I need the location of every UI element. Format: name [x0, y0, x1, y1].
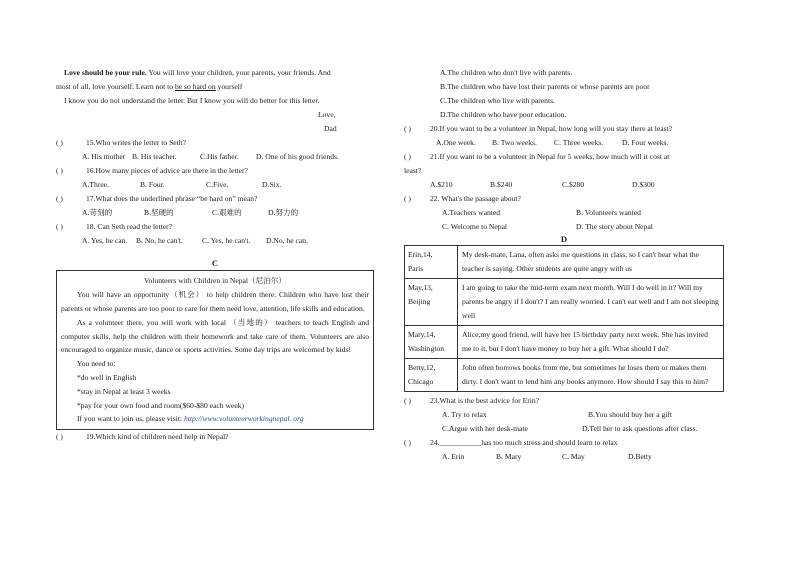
letter-line-2 [56, 80, 374, 94]
option-b[interactable]: B. Mary [496, 452, 522, 462]
option-c[interactable]: C.$280 [562, 180, 585, 189]
passage-c-item: *stay in Nepal at least 3 weeks [77, 386, 171, 396]
option-c[interactable]: C.Argue with her desk-mate [442, 424, 528, 434]
question-17 [56, 192, 374, 206]
table-row [405, 246, 724, 279]
message-cell: John often borrows books from me, but sometimes he loses them or makes them dirty. I don't want to lend him any books anymore. How should I say this to him? [458, 359, 724, 392]
option-d[interactable]: D.$300 [632, 180, 655, 189]
question-text: 24.___________has too much stress and should learn to relax [430, 438, 618, 448]
option-c[interactable]: C.Five. [206, 180, 229, 189]
option-a[interactable]: A. Yes, he can. [82, 236, 128, 245]
options-16 [56, 178, 374, 192]
option-a[interactable]: A.苛刻的 [82, 208, 113, 217]
person-city: Beijing [408, 297, 431, 307]
option-b[interactable]: B. His teacher. [132, 152, 177, 161]
answer-blank[interactable]: ( ) [404, 438, 411, 448]
option-d[interactable]: D.努力的 [268, 208, 299, 217]
option-a[interactable]: A.The children who don't live with parents. [440, 68, 573, 77]
signature-dad: Dad [324, 124, 337, 133]
person-name: Betty,12, [408, 363, 436, 373]
option-a[interactable]: A.Three. [82, 180, 109, 189]
letter-line-1 [56, 66, 374, 80]
question-20 [404, 122, 724, 136]
option-a[interactable]: A.$210 [430, 180, 453, 189]
person-name: May,13, [408, 283, 433, 293]
passage-c-para-1: You will have an opportunity（机会） to help children there. Children who have lost their parents or whose parents are too poor to care for them need love, attention, life skills and education. [61, 290, 369, 313]
options-15 [56, 150, 374, 164]
option-a[interactable]: A. Erin [442, 452, 465, 462]
volunteer-link[interactable]: http://www.volunteerworkingnepal. org [183, 414, 304, 424]
options-23-ab [404, 408, 724, 422]
question-21 [404, 150, 724, 164]
option-d[interactable]: D.No, he can. [266, 236, 308, 245]
question-15 [56, 136, 374, 150]
name-cell [405, 359, 458, 392]
options-23-cd [404, 422, 724, 436]
option-c[interactable]: C. Three weeks. [554, 138, 604, 147]
passage-c-join: If you want to join us, please visit: [77, 414, 183, 424]
letter-text: You will love your children, your parents, your friends. And [146, 68, 331, 77]
question-text: 17.What does the underlined phrase “be hard on” mean? [86, 194, 258, 203]
person-city: Paris [408, 264, 424, 274]
table-row [405, 359, 724, 392]
question-text: 16.How many pieces of advice are there in the letter? [86, 166, 248, 175]
answer-blank[interactable]: ( ) [56, 432, 63, 442]
option-b[interactable]: B.You should buy her a gift [588, 410, 673, 420]
passage-c-item: *pay for your own food and room($60-$80 each week) [77, 400, 245, 410]
section-c-heading: C [211, 258, 219, 268]
option-c[interactable]: C.艰难的 [212, 208, 242, 217]
left-column [56, 66, 374, 444]
option-a[interactable]: A.Teachers wanted [442, 208, 501, 217]
answer-blank[interactable]: ( ) [56, 194, 63, 203]
option-c[interactable]: C. Welcome to Nepal [442, 222, 508, 231]
options-21 [404, 178, 724, 192]
question-19 [56, 430, 374, 444]
right-column [404, 66, 724, 464]
option-d[interactable]: D.Six. [262, 180, 282, 189]
options-18 [56, 234, 374, 248]
answer-blank[interactable]: ( ) [56, 166, 63, 175]
question-18 [56, 220, 374, 234]
table-row [405, 326, 724, 359]
option-d[interactable]: D.Betty [628, 452, 652, 462]
option-b[interactable]: B. Four. [140, 180, 165, 189]
person-name: Mary,14, [408, 330, 436, 340]
letter-text: most of all, love yourself. Learn not to [56, 82, 175, 91]
message-cell: My desk-mate, Lana, often asks me questions in class, so I can't hear what the teacher is saying. Other students are quite angry with us [458, 246, 724, 279]
answer-blank[interactable]: ( ) [56, 138, 63, 147]
question-24 [404, 436, 724, 450]
letter-text: yourself [215, 82, 243, 91]
option-b[interactable]: B.坚硬的 [144, 208, 174, 217]
answer-blank[interactable]: ( ) [404, 396, 411, 406]
signature-love: Love, [318, 110, 336, 119]
question-22 [404, 192, 724, 206]
person-city: Washington [408, 344, 445, 354]
name-cell [405, 246, 458, 279]
question-text: 21.If you want to be a volunteer in Nepal for 5 weeks, how much will it cost at [430, 152, 670, 161]
question-text: 23.What is the best advice for Erin? [430, 396, 540, 406]
message-cell: Alice,my good friend, will have her 15 birthday party next week. She has invited me to it, but I don't have money to buy her a gift. What should I do? [458, 326, 724, 359]
name-cell [405, 326, 458, 359]
option-a[interactable]: A. Try to relax [442, 410, 487, 420]
question-16 [56, 164, 374, 178]
question-text: 19.Which kind of children need help in Nepal? [86, 432, 229, 442]
option-a[interactable]: A.One week. [436, 138, 476, 147]
options-24 [404, 450, 724, 464]
question-text: 18. Can Seth read the letter? [86, 222, 173, 231]
option-d[interactable]: D. One of his good friends. [256, 152, 339, 161]
option-b[interactable]: B. No, he can't. [136, 236, 183, 245]
options-20 [404, 136, 724, 150]
option-b[interactable]: B.$240 [490, 180, 513, 189]
option-c[interactable]: C.His father. [200, 152, 239, 161]
option-b[interactable]: B. Volunteers wanted [576, 208, 641, 217]
option-b[interactable]: B.The children who have lost their parents or whose parents are poor [440, 82, 650, 91]
passage-c-need: You need to: [77, 359, 116, 369]
question-text: 20.If you want to be a volunteer in Nepal, how long will you stay there at least? [430, 124, 673, 133]
option-a[interactable]: A. His mother [82, 152, 126, 161]
question-21-cont: least? [404, 166, 422, 175]
person-city: Chicago [408, 377, 434, 387]
letter-line-3: I know you do not understand the letter. But I know you will do better for this letter. [64, 96, 320, 105]
question-text: 22. What's the passage about? [430, 194, 521, 203]
option-d[interactable]: D. The story about Nepal [576, 222, 653, 231]
option-d[interactable]: D.The children who have poor education. [440, 110, 567, 119]
name-cell [405, 279, 458, 326]
passage-c-box [56, 270, 374, 430]
answer-blank[interactable]: ( ) [404, 152, 411, 161]
options-22-cd [404, 220, 724, 234]
passage-c-para-2: As a volunteer there, you will work with local （当地的） teachers to teach English and computer skills, help the children with their homework and take care of them. Volunteers are also encouraged to organize music, dance or sports activities. Some day trips are welcomed by kids! [61, 317, 369, 355]
question-23 [404, 394, 724, 408]
option-b[interactable]: B. Two weeks. [492, 138, 537, 147]
options-17 [56, 206, 374, 220]
underlined-phrase: be so hard on [174, 82, 216, 91]
option-c[interactable]: C. May [562, 452, 585, 462]
options-22-ab [404, 206, 724, 220]
passage-c-title: Volunteers with Children in Nepal（尼泊尔） [143, 276, 286, 286]
answer-blank[interactable]: ( ) [56, 222, 63, 231]
table-row [405, 279, 724, 326]
letter-rule-bold: Love should be your rule. [64, 68, 147, 77]
section-d-heading: D [560, 234, 568, 244]
message-cell: I am going to take the mid-term exam next month. Will I do well in it? Will my parents be angry if I don't? I am really worried. I can't eat well and I am not sleeping well [458, 279, 724, 326]
passage-d-table [404, 245, 724, 392]
passage-c-item: *do well in English [77, 372, 137, 382]
person-name: Erin,14, [408, 250, 433, 260]
answer-blank[interactable]: ( ) [404, 124, 411, 133]
option-c[interactable]: C.The children who live with parents. [440, 96, 555, 105]
option-c[interactable]: C. Yes, he can't. [202, 236, 251, 245]
option-d[interactable]: D. Four weeks. [622, 138, 669, 147]
option-d[interactable]: D.Tell her to ask questions after class. [582, 424, 698, 434]
answer-blank[interactable]: ( ) [404, 194, 411, 203]
question-text: 15.Who writes the letter to Seth? [86, 138, 186, 147]
